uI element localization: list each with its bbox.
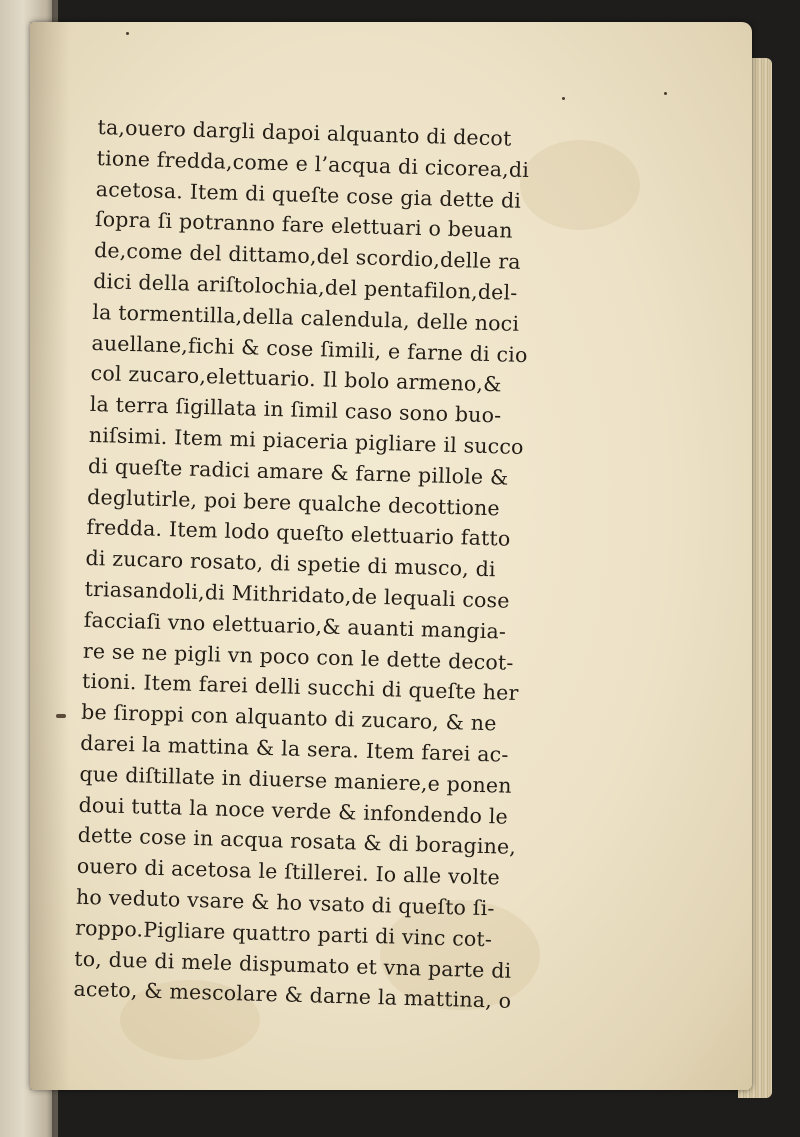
text-line: tione fredda,come e l’acqua di cicorea,di <box>96 145 530 182</box>
text-line: darei la mattina & la sera. Item farei ac- <box>80 730 509 767</box>
text-line: di zucaro rosato, di spetie di musco, di <box>85 545 497 582</box>
text-line: niſsimi. Item mi piaceria pigliare il succo <box>88 422 524 459</box>
text-line: de,come del dittamo,del scordio,delle ra <box>93 238 522 275</box>
text-line: ho veduto vsare & ho vsato di queſto ſi- <box>75 884 495 921</box>
text-line: dici della ariſtolochia,del pentafilon,del- <box>92 268 518 305</box>
text-line: aceto, & mescolare & darne la mattina, o <box>73 976 512 1014</box>
ink-speck <box>664 92 667 95</box>
text-line: ſopra ſi potranno fare elettuari o beuan <box>94 207 514 244</box>
text-line: roppo.Pigliare quattro parti di vinc cot- <box>74 915 493 952</box>
text-line: to, due di mele dispumato et vna parte di <box>74 946 512 983</box>
text-line: di queſte radici amare & farne pillole & <box>87 453 509 490</box>
margin-mark <box>56 714 66 718</box>
text-line: facciaſi vno elettuario,& auanti mangia- <box>83 607 507 644</box>
text-line: deglutirle, poi bere qualche decottione <box>86 484 501 520</box>
text-line: doui tutta la noce verde & infondendo le <box>78 792 509 829</box>
text-line: be ſiroppi con alquanto di zucaro, & ne <box>80 699 497 736</box>
text-line: triasandoli,di Mithridato,de lequali cose <box>84 576 511 613</box>
page-text <box>73 112 578 1018</box>
ink-speck <box>126 32 129 35</box>
text-line: col zucaro,elettuario. Il bolo armeno,& <box>90 361 502 397</box>
text-line: ta,ouero dargli dapoi alquanto di decot <box>97 114 512 151</box>
text-line: la terra ſigillata in ſimil caso sono buo- <box>89 392 502 428</box>
text-line: que diſtillate in diuerse maniere,e ponen <box>79 761 513 798</box>
text-line: acetosa. Item di queſte cose gia dette di <box>95 176 522 213</box>
text-line: dette cose in acqua rosata & di boragine, <box>77 823 517 860</box>
page-gutter-shade <box>30 22 70 1090</box>
text-line: auellane,fichi & cose ſimili, e farne di cio <box>91 330 528 367</box>
text-line: la tormentilla,della calendula, delle noci <box>92 299 520 336</box>
text-line: re se ne pigli vn poco con le dette decot- <box>82 638 514 675</box>
ink-speck <box>562 97 565 100</box>
text-line: fredda. Item lodo queſto elettuario fatto <box>86 515 511 552</box>
text-line: tioni. Item farei delli succhi di queſte her <box>81 669 519 706</box>
text-line: ouero di acetosa le ſtillerei. Io alle volte <box>76 853 501 890</box>
